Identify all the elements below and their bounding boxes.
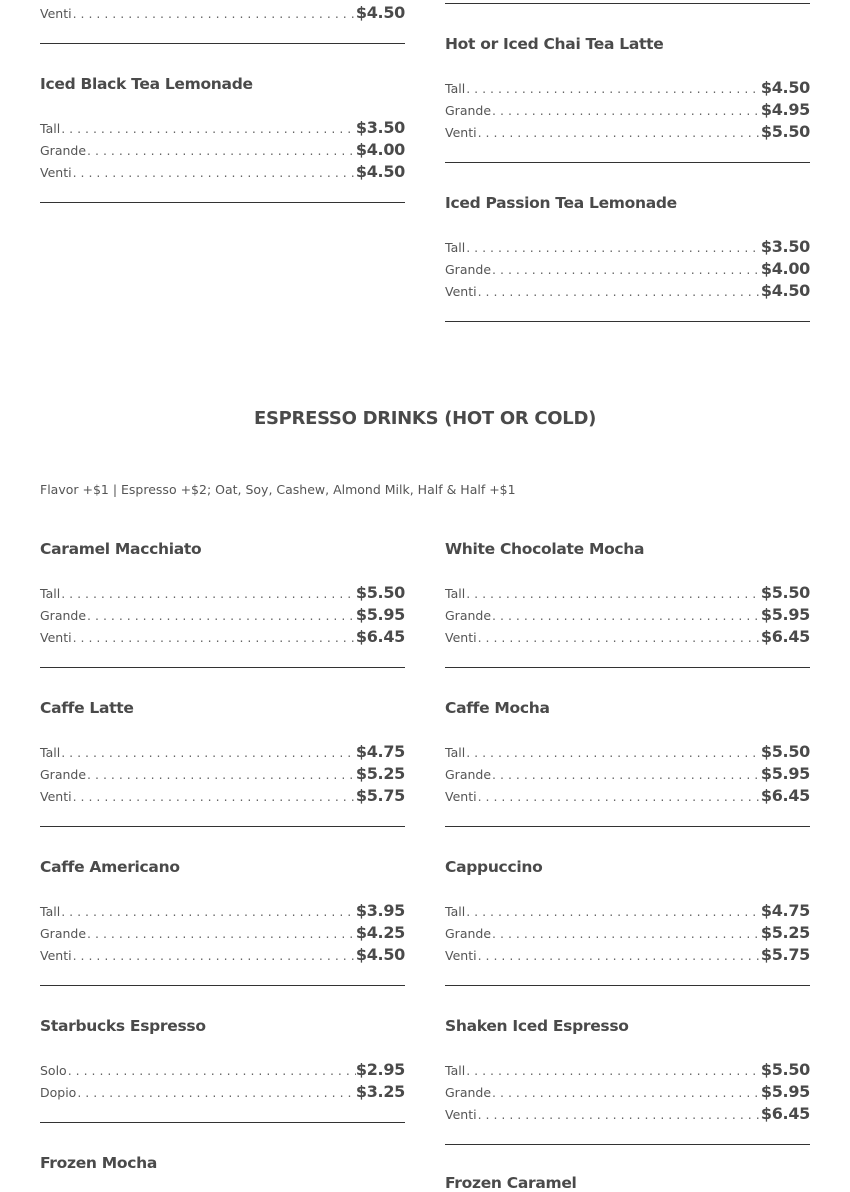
- size-label: Venti: [445, 948, 477, 963]
- size-label: Tall: [445, 586, 466, 601]
- size-label: Grande: [445, 103, 492, 118]
- price-row: [40, 139, 405, 159]
- divider: [445, 3, 810, 4]
- price-value: $4.95: [760, 100, 810, 119]
- price-row: [445, 236, 810, 256]
- size-label: Tall: [40, 745, 61, 760]
- divider: [445, 985, 810, 986]
- dot-leader: [477, 948, 761, 964]
- divider: [40, 667, 405, 668]
- dot-leader: [72, 948, 356, 964]
- price-value: $5.50: [760, 122, 810, 141]
- price-row: [445, 1081, 810, 1101]
- price-row: [445, 99, 810, 119]
- add-ons-note: Flavor +$1 | Espresso +$2; Oat, Soy, Cashew, Almond Milk, Half & Half +$1: [40, 482, 516, 497]
- divider: [445, 321, 810, 322]
- dot-leader: [477, 630, 761, 646]
- size-label: Dopio: [40, 1085, 77, 1100]
- price-row: [445, 944, 810, 964]
- price-value: $5.95: [355, 605, 405, 624]
- dot-leader: [465, 81, 761, 97]
- dot-leader: [477, 789, 761, 805]
- size-label: Venti: [445, 284, 477, 299]
- price-row: [445, 258, 810, 278]
- price-row: [40, 741, 405, 761]
- dot-leader: [465, 904, 761, 920]
- size-label: Tall: [445, 81, 466, 96]
- price-value: $5.75: [760, 945, 810, 964]
- price-value: $5.95: [760, 764, 810, 783]
- price-value: $5.25: [355, 764, 405, 783]
- dot-leader: [67, 1063, 356, 1079]
- size-label: Venti: [445, 789, 477, 804]
- dot-leader: [60, 904, 356, 920]
- price-value: $5.75: [355, 786, 405, 805]
- price-value: $4.00: [760, 259, 810, 278]
- divider: [445, 667, 810, 668]
- item-title: Caramel Macchiato: [40, 540, 202, 558]
- size-label: Venti: [40, 6, 72, 21]
- size-label: Tall: [445, 904, 466, 919]
- item-title: Caffe Latte: [40, 699, 134, 717]
- size-label: Venti: [445, 125, 477, 140]
- price-row: [445, 1059, 810, 1079]
- dot-leader: [477, 284, 761, 300]
- price-row: [445, 77, 810, 97]
- price-value: $4.50: [355, 162, 405, 181]
- price-value: $3.50: [355, 118, 405, 137]
- price-row: [40, 1059, 405, 1079]
- price-value: $6.45: [355, 627, 405, 646]
- price-row: [40, 785, 405, 805]
- price-row: [40, 117, 405, 137]
- divider: [40, 43, 405, 44]
- price-row: [40, 2, 405, 22]
- price-value: $5.95: [760, 1082, 810, 1101]
- size-label: Grande: [40, 767, 87, 782]
- price-row: [40, 626, 405, 646]
- dot-leader: [465, 586, 761, 602]
- divider: [445, 1144, 810, 1145]
- size-label: Venti: [40, 948, 72, 963]
- size-label: Grande: [40, 608, 87, 623]
- size-label: Venti: [40, 630, 72, 645]
- divider: [40, 1122, 405, 1123]
- divider: [445, 826, 810, 827]
- size-label: Solo: [40, 1063, 67, 1078]
- price-value: $5.50: [760, 1060, 810, 1079]
- divider: [40, 985, 405, 986]
- price-value: $4.50: [355, 945, 405, 964]
- price-row: [40, 582, 405, 602]
- dot-leader: [491, 1085, 761, 1101]
- item-title: Iced Passion Tea Lemonade: [445, 194, 677, 212]
- size-label: Grande: [445, 608, 492, 623]
- dot-leader: [72, 630, 356, 646]
- size-label: Grande: [40, 143, 87, 158]
- price-value: $3.50: [760, 237, 810, 256]
- price-value: $6.45: [760, 627, 810, 646]
- price-row: [40, 1081, 405, 1101]
- size-label: Venti: [40, 165, 72, 180]
- price-row: [445, 280, 810, 300]
- section-title-espresso: ESPRESSO DRINKS (HOT OR COLD): [253, 408, 597, 429]
- price-value: $5.50: [355, 583, 405, 602]
- item-title: Iced Black Tea Lemonade: [40, 75, 253, 93]
- item-title: Caffe Mocha: [445, 699, 550, 717]
- dot-leader: [491, 262, 761, 278]
- divider: [40, 202, 405, 203]
- divider: [40, 826, 405, 827]
- item-title: Starbucks Espresso: [40, 1017, 206, 1035]
- size-label: Tall: [40, 121, 61, 136]
- size-label: Grande: [445, 767, 492, 782]
- price-value: $4.75: [355, 742, 405, 761]
- price-row: [40, 763, 405, 783]
- price-value: $4.25: [355, 923, 405, 942]
- dot-leader: [72, 789, 356, 805]
- dot-leader: [465, 240, 761, 256]
- price-value: $6.45: [760, 786, 810, 805]
- dot-leader: [465, 745, 761, 761]
- dot-leader: [477, 1107, 761, 1123]
- size-label: Venti: [445, 1107, 477, 1122]
- item-title: Hot or Iced Chai Tea Latte: [445, 35, 664, 53]
- price-row: [445, 1103, 810, 1123]
- item-title: Caffe Americano: [40, 858, 180, 876]
- price-row: [40, 900, 405, 920]
- size-label: Tall: [445, 240, 466, 255]
- price-row: [40, 944, 405, 964]
- price-value: $6.45: [760, 1104, 810, 1123]
- price-value: $4.75: [760, 901, 810, 920]
- price-row: [445, 604, 810, 624]
- dot-leader: [60, 586, 356, 602]
- dot-leader: [86, 767, 356, 783]
- size-label: Grande: [445, 1085, 492, 1100]
- item-title: Shaken Iced Espresso: [445, 1017, 629, 1035]
- dot-leader: [465, 1063, 761, 1079]
- dot-leader: [491, 767, 761, 783]
- item-title: Cappuccino: [445, 858, 543, 876]
- price-value: $4.50: [760, 78, 810, 97]
- size-label: Tall: [40, 586, 61, 601]
- size-label: Tall: [40, 904, 61, 919]
- price-value: $4.50: [355, 3, 405, 22]
- price-value: $2.95: [355, 1060, 405, 1079]
- price-row: [445, 741, 810, 761]
- price-row: [445, 922, 810, 942]
- dot-leader: [86, 143, 356, 159]
- dot-leader: [86, 926, 356, 942]
- price-value: $5.50: [760, 583, 810, 602]
- size-label: Venti: [445, 630, 477, 645]
- divider: [445, 162, 810, 163]
- dot-leader: [60, 745, 356, 761]
- dot-leader: [72, 6, 356, 22]
- item-title: Frozen Caramel: [445, 1174, 577, 1192]
- item-title: Frozen Mocha: [40, 1154, 158, 1172]
- price-value: $5.25: [760, 923, 810, 942]
- price-row: [445, 582, 810, 602]
- size-label: Grande: [445, 926, 492, 941]
- price-row: [40, 161, 405, 181]
- dot-leader: [76, 1085, 356, 1101]
- price-value: $4.50: [760, 281, 810, 300]
- price-row: [445, 626, 810, 646]
- dot-leader: [86, 608, 356, 624]
- price-row: [40, 604, 405, 624]
- size-label: Tall: [445, 1063, 466, 1078]
- price-row: [445, 121, 810, 141]
- size-label: Grande: [445, 262, 492, 277]
- price-row: [445, 900, 810, 920]
- dot-leader: [491, 103, 761, 119]
- dot-leader: [72, 165, 356, 181]
- price-value: $3.25: [355, 1082, 405, 1101]
- dot-leader: [60, 121, 356, 137]
- dot-leader: [491, 926, 761, 942]
- size-label: Grande: [40, 926, 87, 941]
- price-value: $3.95: [355, 901, 405, 920]
- dot-leader: [491, 608, 761, 624]
- size-label: Tall: [445, 745, 466, 760]
- price-row: [445, 763, 810, 783]
- price-value: $5.95: [760, 605, 810, 624]
- price-row: [40, 922, 405, 942]
- size-label: Venti: [40, 789, 72, 804]
- item-title: White Chocolate Mocha: [445, 540, 645, 558]
- price-value: $5.50: [760, 742, 810, 761]
- price-row: [445, 785, 810, 805]
- price-value: $4.00: [355, 140, 405, 159]
- dot-leader: [477, 125, 761, 141]
